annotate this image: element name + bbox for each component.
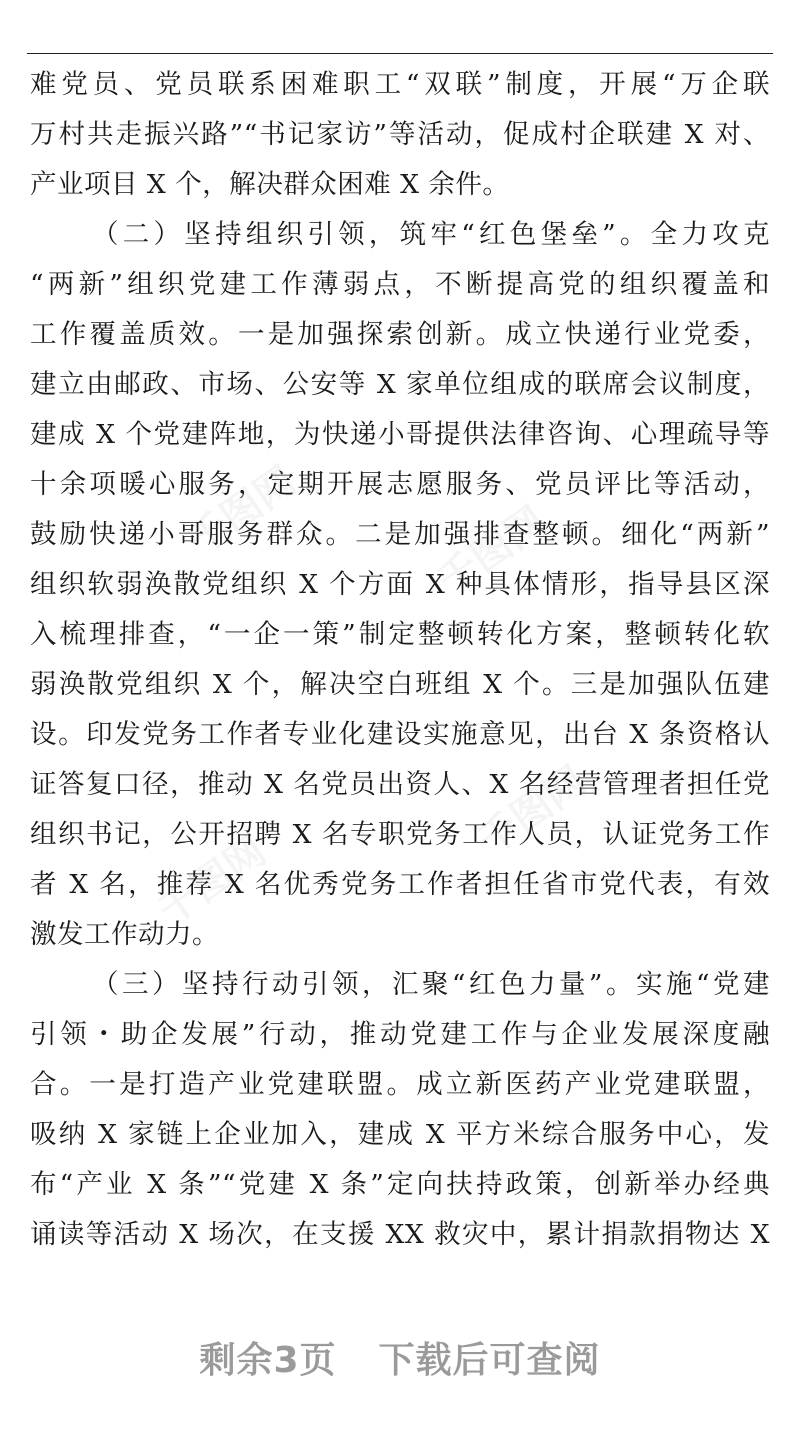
text-line: “两新”组织党建工作薄弱点，不断提高党的组织覆盖和 xyxy=(30,269,770,300)
text-line: 证答复口径，推动 X 名党员出资人、X 名经营管理者担任党 xyxy=(30,769,770,800)
text-line: 建成 X 个党建阵地，为快递小哥提供法律咨询、心理疏导等 xyxy=(30,419,770,450)
text-line: 十余项暖心服务，定期开展志愿服务、党员评比等活动， xyxy=(30,469,770,500)
download-to-view-label[interactable]: 下载后可查阅 xyxy=(378,1340,601,1381)
section-heading-line: （三）坚持行动引领，汇聚“红色力量”。实施“党建 xyxy=(92,969,770,1000)
section-heading-line: （二）坚持组织引领，筑牢“红色堡垒”。全力攻克 xyxy=(92,219,770,250)
text-line: 弱涣散党组织 X 个，解决空白班组 X 个。三是加强队伍建 xyxy=(30,669,770,700)
text-line: 设。印发党务工作者专业化建设实施意见，出台 X 条资格认 xyxy=(30,719,770,750)
text-line: 诵读等活动 X 场次，在支援 XX 救灾中，累计捐款捐物达 X xyxy=(30,1219,770,1250)
text-line: 激发工作动力。 xyxy=(30,919,219,950)
text-line: 吸纳 X 家链上企业加入，建成 X 平方米综合服务中心，发 xyxy=(30,1119,770,1150)
text-line: 难党员、党员联系困难职工“双联”制度，开展“万企联 xyxy=(30,69,770,100)
text-line: 工作覆盖质效。一是加强探索创新。成立快递行业党委， xyxy=(30,319,770,350)
text-line: 产业项目 X 个，解决群众困难 X 余件。 xyxy=(30,169,510,200)
text-line: 者 X 名，推荐 X 名优秀党务工作者担任省市党代表，有效 xyxy=(30,869,770,900)
watermark: 千图网 xyxy=(429,498,555,605)
text-line: 鼓励快递小哥服务群众。二是加强排查整顿。细化“两新” xyxy=(30,519,770,550)
watermark: 千图网 xyxy=(179,458,305,565)
text-line: 入梳理排查，“一企一策”制定整顿转化方案，整顿转化软 xyxy=(30,619,770,650)
document-body xyxy=(30,60,770,1260)
text-line: 万村共走振兴路”“书记家访”等活动，促成村企联建 X 对、 xyxy=(30,119,770,150)
top-rule xyxy=(27,53,773,54)
watermark: 千图网 xyxy=(469,758,595,865)
text-line: 组织软弱涣散党组织 X 个方面 X 种具体情形，指导县区深 xyxy=(30,569,770,600)
text-line: 建立由邮政、市场、公安等 X 家单位组成的联席会议制度， xyxy=(30,369,770,400)
download-prompt[interactable] xyxy=(0,1332,800,1383)
text-line: 组织书记，公开招聘 X 名专职党务工作人员，认证党务工作 xyxy=(30,819,770,850)
text-line: 布“产业 X 条”“党建 X 条”定向扶持政策，创新举办经典 xyxy=(30,1169,770,1200)
watermark: 千图网 xyxy=(149,828,275,935)
remaining-pages-label: 剩余3页 xyxy=(199,1340,337,1381)
text-line: 合。一是打造产业党建联盟。成立新医药产业党建联盟， xyxy=(30,1069,770,1100)
text-line: 引领・助企发展”行动，推动党建工作与企业发展深度融 xyxy=(30,1019,770,1050)
